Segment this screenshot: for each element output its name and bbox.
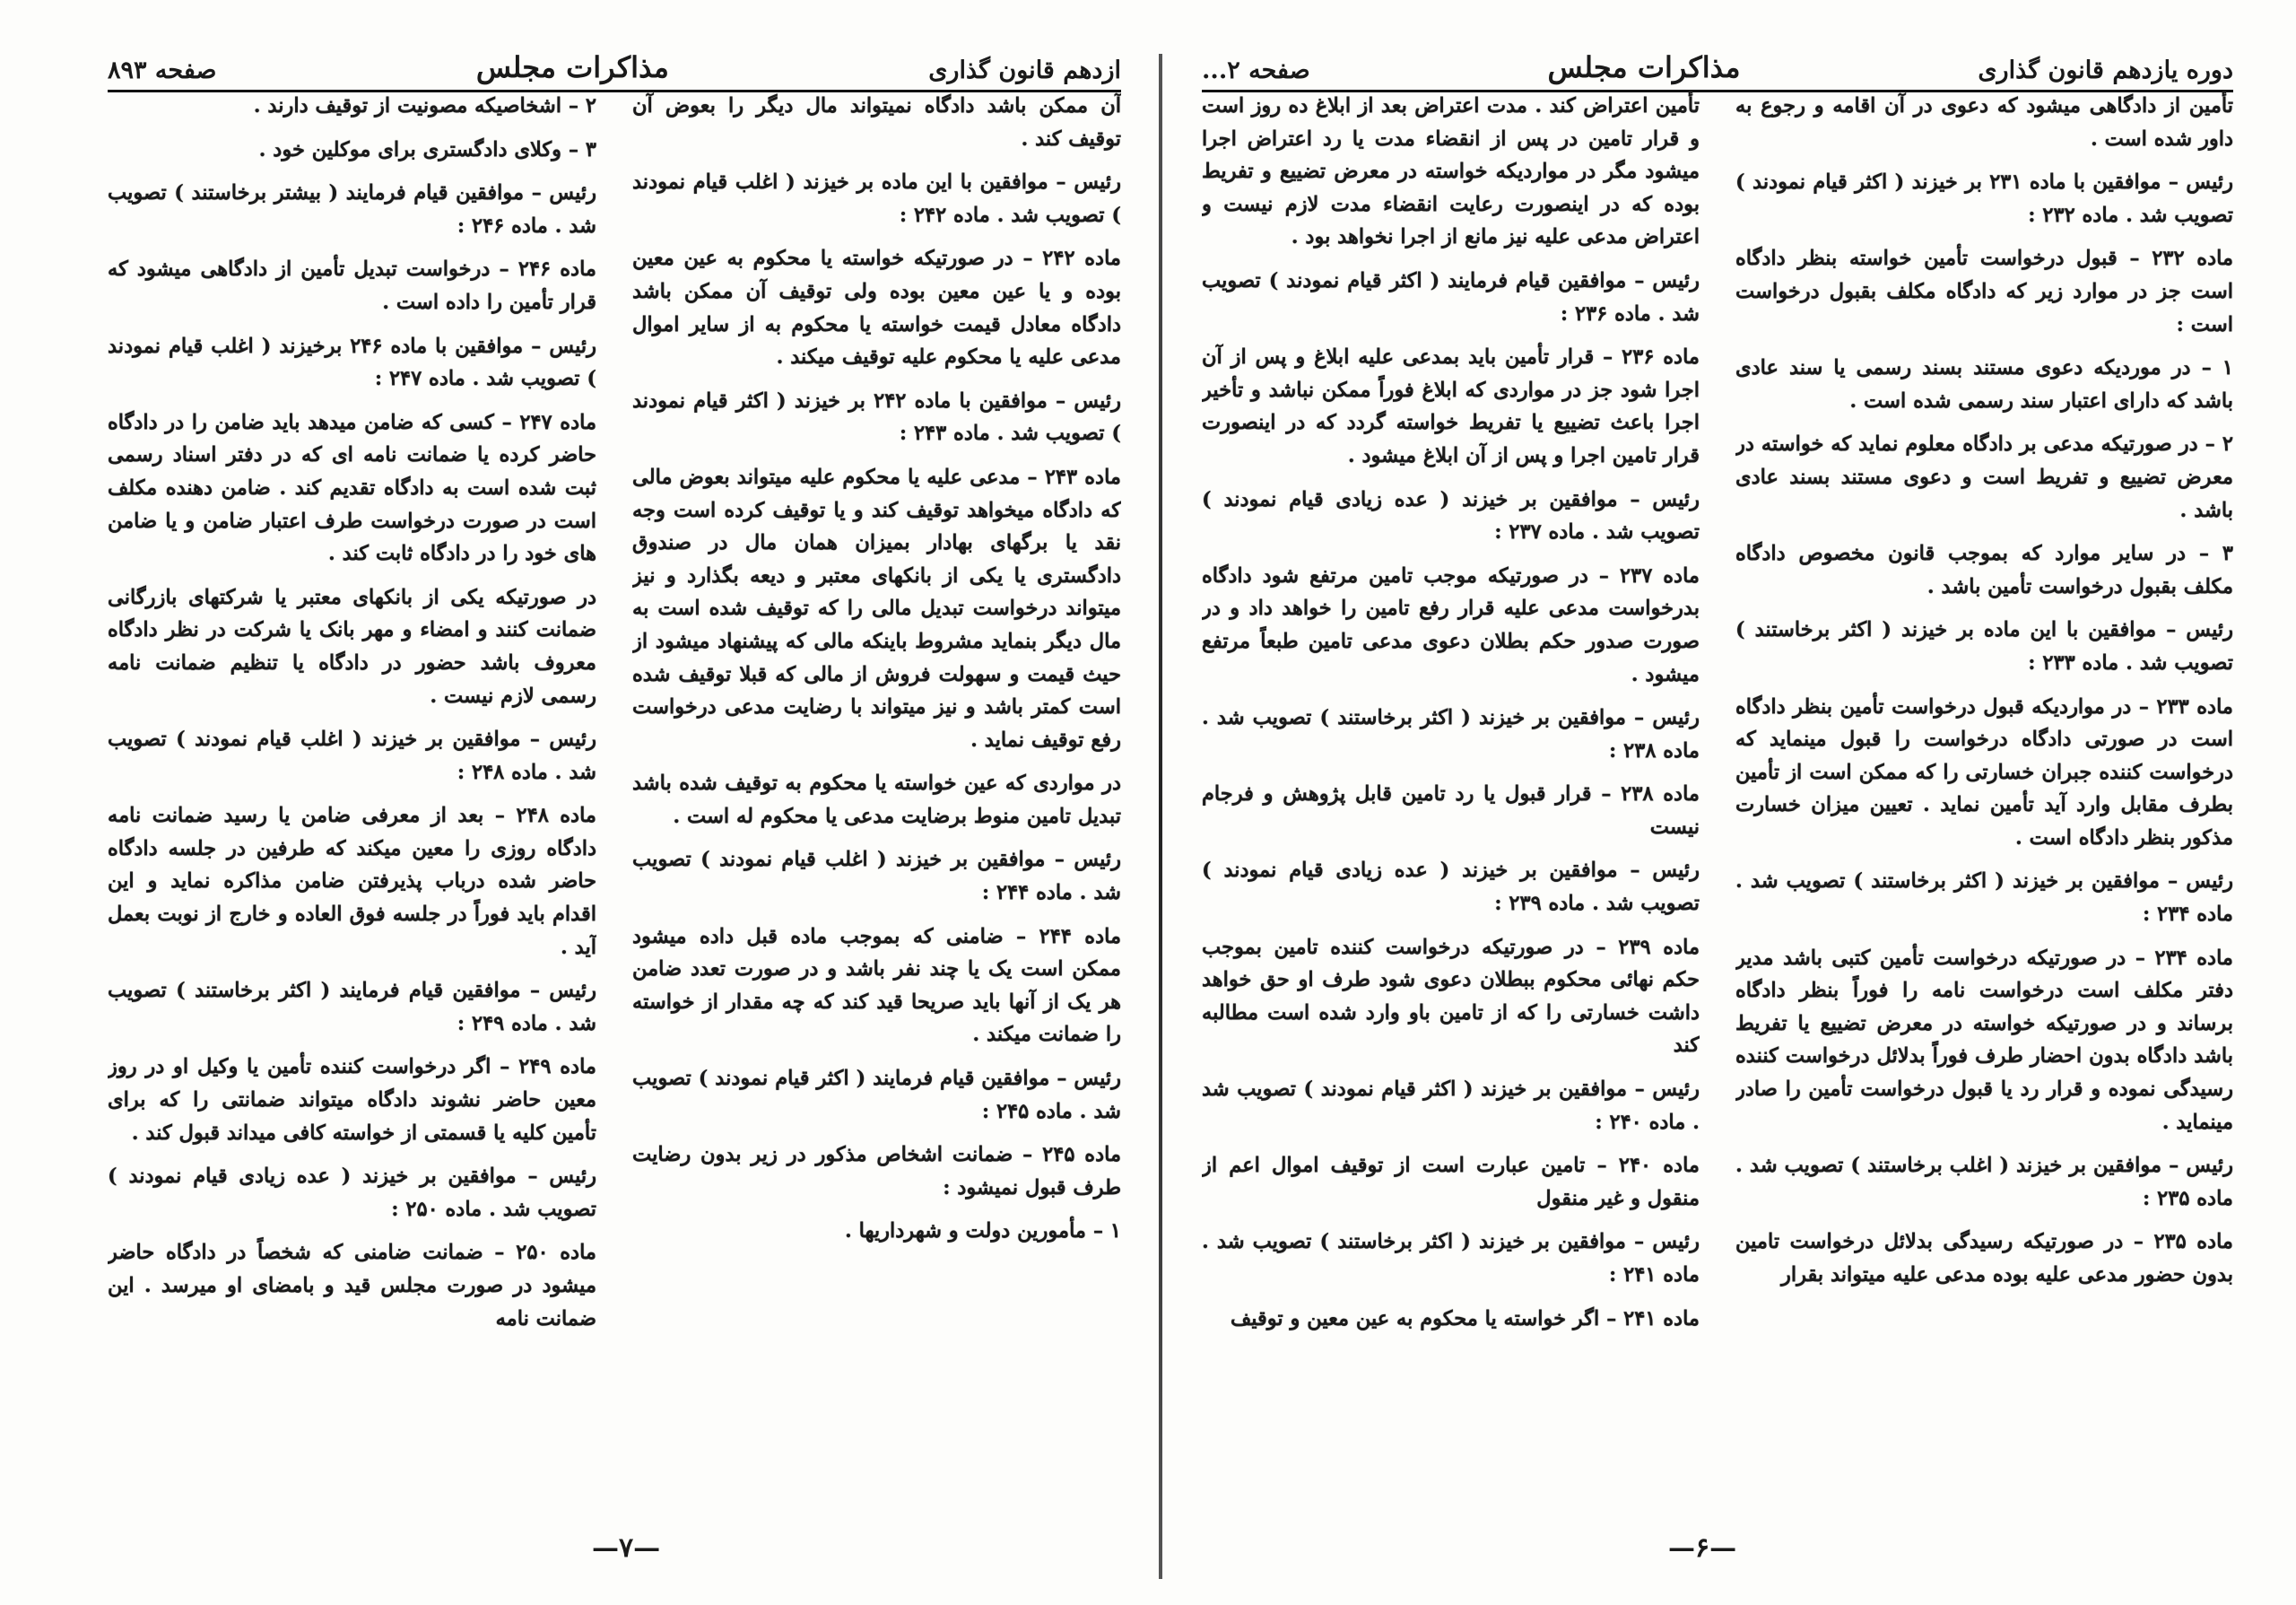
right-page: [1166, 0, 2296, 1605]
paragraph: رئیس – موافقین بر خیزند ( عده زیادی قیام نمودند ) تصویب شد . ماده ۲۳۷ :: [1202, 487, 1700, 545]
paragraph: رئیس – موافقین قیام فرمایند ( اکثر قیام نمودند ) تصویب شد . ماده ۲۴۵ :: [632, 1067, 1121, 1123]
paragraph: ماده ۲۳۶ – قرار تأمین باید بمدعی علیه ابلاغ و پس از آن اجرا شود جز در مواردی که ابلاغ فوراً ممکن نباشد و تأخیر اجرا باعث تضییع یا تفریط خواسته گردد که در اینصورت قرار تامین اجرا و پس از آن ابلاغ میشود .: [1202, 345, 1700, 467]
paragraph: ماده ۲۴۱ – اگر خواسته یا محکوم به عین معین و توقیف: [1230, 1306, 1700, 1330]
paragraph: ماده ۲۴۷ – کسی که ضامن میدهد باید ضامن را در دادگاه حاضر کرده یا ضمانت نامه ای که در دفتر اسناد رسمی ثبت شده است به دادگاه تقدیم کند . ضامن دهنده مکلف است در صورت درخواست طرف اعتبار ضامن و یا ضامن های خود را در دادگاه ثابت کند .: [108, 410, 596, 566]
paragraph: در صورتیکه یکی از بانکهای معتبر یا شرکتهای بازرگانی ضمانت کنند و امضاء و مهر بانک یا شرکت در نظر دادگاه معروف باشد حضور در دادگاه یا تنظیم ضمانت نامه رسمی لازم نیست .: [108, 585, 596, 708]
paragraph: ماده ۲۳۵ – در صورتیکه رسیدگی بدلائل درخواست تامین بدون حضور مدعی علیه بوده مدعی علیه میتواند بقرار: [1735, 1230, 2233, 1287]
paragraph: ۳ – در سایر موارد که بموجب قانون مخصوص دادگاه مکلف بقبول درخواست تأمین باشد .: [1735, 542, 2233, 598]
paragraph: رئیس – موافقین قیام فرمایند ( بیشتر برخاستند ) تصویب شد . ماده ۲۴۶ :: [108, 181, 596, 238]
book-spine: [1159, 54, 1162, 1579]
paragraph: ماده ۲۴۰ – تامین عبارت است از توقیف اموال اعم از منقول و غیر منقول: [1202, 1154, 1700, 1210]
paragraph: رئیس – موافقین با ماده ۲۳۱ بر خیزند ( اکثر قیام نمودند ) تصویب شد . ماده ۲۳۲ :: [1735, 170, 2233, 227]
left-page-header: [108, 34, 1121, 92]
left-page-number-label: صفحه ۸۹۳: [108, 57, 217, 84]
paragraph: رئیس – موافقین بر خیزند ( اغلب برخاستند ) تصویب شد . ماده ۲۳۵ :: [1735, 1154, 2233, 1210]
paragraph: آن ممکن باشد دادگاه نمیتواند مال دیگر را بعوض آن توقیف کند .: [632, 94, 1121, 151]
paragraph: رئیس – موافقین قیام فرمایند ( اکثر قیام نمودند ) تصویب شد . ماده ۲۳۶ :: [1202, 268, 1700, 326]
paragraph: رئیس – موافقین بر خیزند ( اکثر قیام نمودند ) تصویب شد . ماده ۲۴۰ :: [1202, 1077, 1700, 1134]
right-page-column-left: [1202, 90, 1700, 1506]
paragraph: ماده ۲۳۹ – در صورتیکه درخواست کننده تامین بموجب حکم نهائی محکوم ببطلان دعوی شود طرف او حق خواهد داشت خسارتی را که از تامین باو وارد شده است مطالبه کند: [1202, 935, 1700, 1058]
right-page-header: [1202, 34, 2233, 92]
paragraph: رئیس – موافقین قیام فرمایند ( اکثر برخاستند ) تصویب شد . ماده ۲۴۹ :: [108, 979, 596, 1035]
paragraph: رئیس – موافقین با ماده ۲۴۶ برخیزند ( اغلب قیام نمودند ) تصویب شد . ماده ۲۴۷ :: [108, 334, 596, 391]
paragraph: رئیس – موافقین با این ماده بر خیزند ( اغلب قیام نمودند ) تصویب شد . ماده ۲۴۲ :: [632, 170, 1121, 227]
left-page-columns: [108, 90, 1121, 1506]
right-page-number-label: صفحه ۲...: [1202, 57, 1310, 84]
paragraph: ماده ۲۴۹ – اگر درخواست کننده تأمین یا وکیل او در روز معین حاضر نشوند دادگاه میتواند ضمانتی را که برای تأمین کلیه یا قسمتی از خواسته کافی میداند قبول کند .: [108, 1055, 596, 1145]
paragraph: ۳ – وکلای دادگستری برای موکلین خود .: [258, 137, 596, 161]
paragraph: ماده ۲۴۲ – در صورتیکه خواسته یا محکوم به عین معین بوده و یا عین معین بوده ولی توقیف آن ممکن باشد دادگاه معادل قیمت خواسته یا محکوم به از سایر اموال مدعی علیه یا محکوم علیه توقیف میکند .: [632, 247, 1121, 370]
paragraph: رئیس – موافقین بر خیزند ( اغلب قیام نمودند ) تصویب شد . ماده ۲۴۴ :: [632, 848, 1121, 905]
paragraph: ماده ۲۳۳ – در مواردیکه قبول درخواست تأمین بنظر دادگاه است در صورتی دادگاه درخواست را قبول مینماید که درخواست کننده جبران خسارتی را که ممکن است از تأمین بطرف مقابل وارد آید تأمین نماید . تعیین میزان خسارت مذکور بنظر دادگاه است .: [1735, 694, 2233, 850]
left-page-session: ازدهم قانون گذاری: [928, 57, 1121, 84]
paragraph: رئیس – موافقین بر خیزند ( اکثر برخاستند ) تصویب شد . ماده ۲۴۱ :: [1202, 1230, 1700, 1287]
paragraph: رئیس – موافقین بر خیزند ( اکثر برخاستند ) تصویب شد . ماده ۲۳۸ :: [1202, 706, 1700, 763]
paragraph: ۲ – اشخاصیکه مصونیت از توقیف دارند .: [253, 94, 596, 118]
right-page-column-right: [1735, 90, 2233, 1506]
paragraph: ۱ – در موردیکه دعوی مستند بسند رسمی یا سند عادی باشد که دارای اعتبار سند رسمی شده است .: [1735, 356, 2233, 413]
paragraph: ماده ۲۵۰ – ضمانت ضامنی که شخصاً در دادگاه حاضر میشود در صورت مجلس قید و بامضای او میرسد . این ضمانت نامه: [108, 1241, 596, 1330]
paragraph: ماده ۲۳۲ – قبول درخواست تأمین خواسته بنظر دادگاه است جز در موارد زیر که دادگاه مکلف بقبول درخواست است :: [1735, 247, 2233, 336]
paragraph: تأمین از دادگاهی میشود که دعوی در آن اقامه و رجوع به داور شده است .: [1735, 94, 2233, 151]
paragraph: رئیس – موافقین بر خیزند ( عده زیادی قیام نمودند ) تصویب شد . ماده ۲۵۰ :: [108, 1164, 596, 1221]
paragraph: ماده ۲۳۸ – قرار قبول یا رد تامین قابل پژوهش و فرجام نیست: [1202, 782, 1700, 839]
paragraph: ماده ۲۳۷ – در صورتیکه موجب تامین مرتفع شود دادگاه بدرخواست مدعی علیه قرار رفع تامین را خواهد داد و در صورت صدور حکم بطلان دعوی مدعی تامین طبعاً مرتفع میشود .: [1202, 563, 1700, 686]
left-page-title: مذاکرات مجلس: [475, 50, 669, 84]
left-page-footer: —۷—: [592, 1532, 661, 1564]
right-page-title: مذاکرات مجلس: [1547, 50, 1741, 84]
paragraph: ماده ۲۴۶ – درخواست تبدیل تأمین از دادگاهی میشود که قرار تأمین را داده است .: [108, 257, 596, 314]
left-page-column-right: [632, 90, 1121, 1506]
paragraph: ماده ۲۴۴ – ضامنی که بموجب ماده قبل داده میشود ممکن است یک یا چند نفر باشد و در صورت تعدد ضامن هر یک از آنها باید صریحا قید کند که چه مقدار از خواسته را ضمانت میکند .: [632, 924, 1121, 1047]
right-page-columns: [1202, 90, 2233, 1506]
paragraph: رئیس – موافقین بر خیزند ( عده زیادی قیام نمودند ) تصویب شد . ماده ۲۳۹ :: [1202, 859, 1700, 916]
paragraph: در مواردی که عین خواسته یا محکوم به توقیف شده باشد تبدیل تامین منوط برضایت مدعی یا محکوم له است .: [632, 772, 1121, 828]
paragraph: ۱ – مأمورین دولت و شهرداریها .: [845, 1219, 1121, 1243]
right-page-session: دوره یازدهم قانون گذاری: [1978, 57, 2233, 84]
paragraph: ماده ۲۳۴ – در صورتیکه درخواست تأمین کتبی باشد مدیر دفتر مکلف است درخواست نامه را فوراً بنظر دادگاه برساند و در صورتیکه خواسته در معرض تضییع یا تفریط باشد دادگاه بدون احضار طرف فوراً بدلائل درخواست کننده رسیدگی نموده و قرار رد یا قبول درخواست تأمین را صادر مینماید .: [1735, 946, 2233, 1134]
paragraph: رئیس – موافقین با ماده ۲۴۲ بر خیزند ( اکثر قیام نمودند ) تصویب شد . ماده ۲۴۳ :: [632, 388, 1121, 446]
right-page-footer: —۶—: [1668, 1532, 1737, 1564]
paragraph: ماده ۲۴۵ – ضمانت اشخاص مذکور در زیر بدون رضایت طرف قبول نمیشود :: [632, 1143, 1121, 1199]
paragraph: ماده ۲۴۸ – بعد از معرفی ضامن یا رسید ضمانت نامه دادگاه روزی را معین میکند که طرفین در جلسه دادگاه حاضر شده درباب پذیرفتن ضامن مذاکره نماید و این اقدام باید فوراً در جلسه فوق العاده و خارج از نوبت بعمل آید .: [108, 804, 596, 959]
paragraph: رئیس – موافقین بر خیزند ( اکثر برخاستند ) تصویب شد . ماده ۲۳۴ :: [1735, 869, 2233, 927]
paragraph: ۲ – در صورتیکه مدعی بر دادگاه معلوم نماید که خواسته در معرض تضییع و تفریط است و دعوی مستند بسند عادی باشد .: [1735, 432, 2233, 522]
paragraph: تأمین اعتراض کند . مدت اعتراض بعد از ابلاغ ده روز است و قرار تامین در پس از انقضاء مدت یا رد اعتراض اجرا میشود مگر در مواردیکه خواسته در معرض تضییع و تفریط بوده که در اینصورت رعایت انقضاء مدت لازم نیست و اعتراض مدعی علیه نیز مانع از اجرا نخواهد بود .: [1202, 94, 1700, 249]
paragraph: رئیس – موافقین بر خیزند ( اغلب قیام نمودند ) تصویب شد . ماده ۲۴۸ :: [108, 728, 596, 784]
left-page-column-left: [108, 90, 596, 1506]
paragraph: رئیس – موافقین با این ماده بر خیزند ( اکثر برخاستند ) تصویب شد . ماده ۲۳۳ :: [1735, 618, 2233, 675]
paragraph: ماده ۲۴۳ – مدعی علیه یا محکوم علیه میتواند بعوض مالی که دادگاه میخواهد توقیف کند و یا توقیف کرده است وجه نقد یا برگهای بهادار بمیزان همان مال در صندوق دادگستری یا یکی از بانکهای معتبر و دیعه بگذارد و نیز میتواند درخواست تبدیل مالی را که توقیف شده است به مال دیگر بنماید مشروط باینکه مالی که پیشنهاد میشود از حیث قیمت و سهولت فروش از مالی که قبلا توقیف شده است کمتر باشد و نیز میتواند با رضایت مدعی درخواست رفع توقیف نماید .: [632, 465, 1121, 752]
